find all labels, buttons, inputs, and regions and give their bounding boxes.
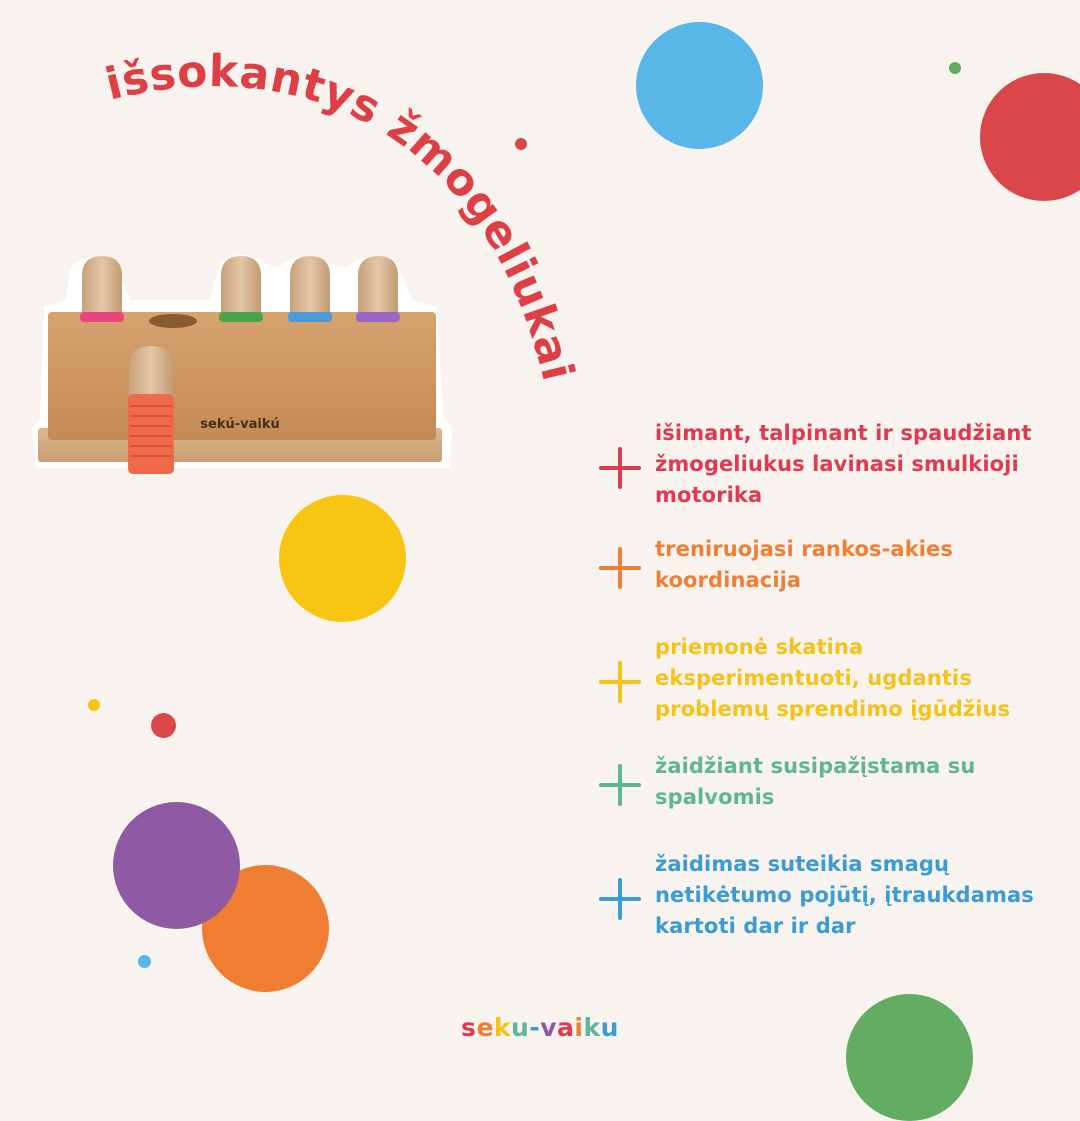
plus-icon: [596, 544, 644, 592]
logo-letter: s: [461, 1013, 477, 1042]
logo-letter: k: [583, 1013, 601, 1042]
benefit-text: žaidžiant susipažįstama su spalvomis: [655, 754, 976, 809]
logo-letter: e: [476, 1013, 494, 1042]
plus-icon: [596, 875, 644, 923]
peg-2: [219, 256, 263, 322]
popped-peg: [128, 346, 174, 474]
peg-1: [80, 256, 124, 322]
benefit-text: išimant, talpinant ir spaudžiant žmogeliukus lavinasi smulkioji motorika: [655, 421, 1032, 507]
logo-letter: v: [540, 1013, 558, 1042]
logo-letter: u: [600, 1013, 619, 1042]
benefit-text: treniruojasi rankos-akies koordinacija: [655, 537, 953, 592]
logo-letter: k: [493, 1013, 512, 1042]
benefit-text: priemonė skatina eksperimentuoti, ugdantis problemų sprendimo įgūdžius: [655, 635, 1011, 721]
plus-icon: [596, 658, 644, 706]
peg-4: [356, 256, 400, 322]
logo-letter: -: [529, 1013, 541, 1042]
plus-icon: [596, 761, 644, 809]
logo-letter: i: [574, 1013, 584, 1042]
plus-icon: [596, 444, 644, 492]
peg-3: [288, 256, 332, 322]
logo-letter: u: [511, 1013, 530, 1042]
brand-logo: [0, 1013, 1080, 1042]
logo-letter: a: [557, 1013, 575, 1042]
benefit-text: žaidimas suteikia smagų netikėtumo pojūtį, įtraukdamas kartoti dar ir dar: [655, 852, 1034, 938]
page-title: išsokantys žmogeliukai: [100, 45, 584, 386]
product-brand-text: sekú-vaikú: [200, 417, 280, 432]
